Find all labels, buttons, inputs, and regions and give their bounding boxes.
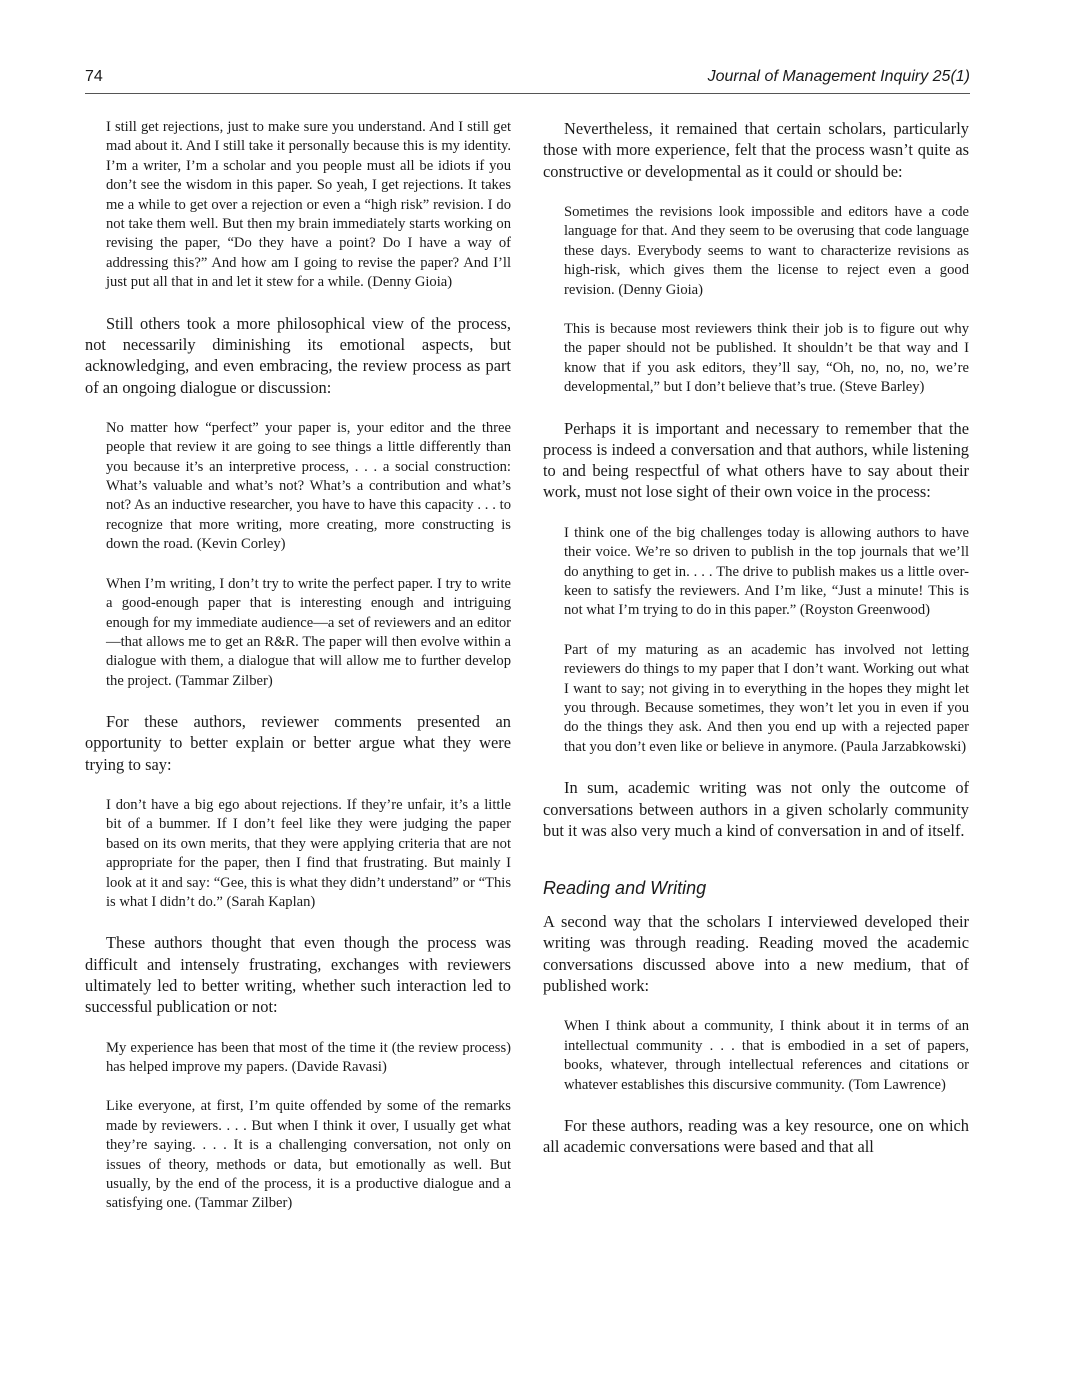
- block-quote: Sometimes the revisions look impossible and editors have a code language for that. And they seem to be overusing that code language these days. Everybody seems to want to characterize revisions as high-risk, which gives them the license to reject even a good revision. (Denny Gioia): [564, 203, 969, 298]
- block-quote: When I’m writing, I don’t try to write the perfect paper. I try to write a good-enough paper that is interesting enough and intriguing enough for my immediate audience—a set of reviewers and an editor—that allows me to get an R&R. The paper will then evolve within a dialogue with them, a dialogue that will allow me to further develop the project. (Tammar Zilber): [106, 575, 511, 689]
- page-number: 74: [85, 68, 103, 85]
- block-quote: I don’t have a big ego about rejections. If they’re unfair, it’s a little bit of a bummer. If I don’t feel like they were judging the paper based on its own merits, that they were applying criteria that are not appropriate for the paper, then I find that frustrating. But mainly I look at it and say: “Gee, this is what they didn’t understand” or “This is what I didn’t do.” (Sarah Kaplan): [106, 797, 511, 911]
- section-heading: Reading and Writing: [543, 878, 707, 899]
- body-paragraph: Nevertheless, it remained that certain scholars, particularly those with more experience, felt that the process wasn’t quite as constructive or developmental as it could or should be:: [543, 119, 969, 181]
- body-paragraph: For these authors, reviewer comments presented an opportunity to better explain or better argue what they were trying to say:: [85, 712, 511, 774]
- block-quote: This is because most reviewers think their job is to figure out why the paper should not be published. It shouldn’t be that way and I know that if you ask editors, they’ll say, “Oh, no, no, no, we’re developmental,” but I don’t believe that’s true. (Steve Barley): [564, 320, 969, 396]
- body-paragraph: Perhaps it is important and necessary to remember that the process is indeed a conversation and that authors, while listening to and being respectful of what others have to say about their work, must not lose sight of their own voice in the process:: [543, 418, 969, 502]
- right-column: [543, 118, 969, 1179]
- body-paragraph: In sum, academic writing was not only the outcome of conversations between authors in a given scholarly community but it was also very much a kind of conversation in and of itself.: [543, 778, 969, 840]
- body-paragraph: Still others took a more philosophical view of the process, not necessarily diminishing its emotional aspects, but acknowledging, and even embracing, the review process as part of an ongoing dialogue or discussion:: [85, 313, 511, 397]
- running-header: [85, 64, 970, 90]
- body-paragraph: These authors thought that even though the process was difficult and intensely frustrating, exchanges with reviewers ultimately led to better writing, whether such interaction led to successful publication or not:: [85, 933, 511, 1017]
- body-paragraph: For these authors, reading was a key resource, one on which all academic conversations were based and that all: [543, 1115, 969, 1157]
- body-paragraph: A second way that the scholars I interviewed developed their writing was through reading. Reading moved the academic conversations discussed above into a new medium, that of published work:: [543, 912, 969, 995]
- block-quote: My experience has been that most of the time it (the review process) has helped improve my papers. (Davide Ravasi): [106, 1039, 511, 1076]
- block-quote: When I think about a community, I think about it in terms of an intellectual community . . . that is embodied in a set of papers, books, whatever, through intellectual references and citations or whatever establishes this discursive community. (Tom Lawrence): [564, 1018, 969, 1093]
- header-rule: [85, 93, 970, 94]
- block-quote: Like everyone, at first, I’m quite offended by some of the remarks made by reviewers. . . . But when I think it over, I usually get what they’re saying. . . . It is a challenging conversation, not only on issues of theory, methods or data, but emotionally as well. But usually, by the end of the process, it is a productive dialogue and a satisfying one. (Tammar Zilber): [106, 1098, 511, 1212]
- journal-title: Journal of Management Inquiry 25(1): [707, 68, 970, 85]
- block-quote: I still get rejections, just to make sure you understand. And I still get mad about it. And I still take it personally because this is my identity. I’m a writer, I’m a scholar and you people must all be idiots if you don’t see the wisdom in this paper. So yeah, I get rejections. It takes me a while to get over a rejection or even a “high risk” revision. I do not take them well. But then my brain immediately starts working on revising the paper, “Do they have a point? Do I have a way of addressing this?” And how am I going to revise the paper? And I’ll just put all that in and let it stew for a while. (Denny Gioia): [106, 119, 511, 291]
- left-column: [85, 118, 511, 1234]
- block-quote: No matter how “perfect” your paper is, your editor and the three people that review it are going to see things a little differently than you because it’s an interpretive process, . . . a social construction: What’s valuable and what’s not? What’s a contribution and what’s not? As an inductive researcher, you have to have this capacity . . . to recognize that more writing, more creating, more constructing is down the road. (Kevin Corley): [106, 419, 511, 553]
- block-quote: Part of my maturing as an academic has involved not letting reviewers do things to my paper that I don’t want. Working out what I want to say; not giving in to everything in the hopes they might let you through. Because sometimes, they won’t let you in even if you do the things they ask. And then you end up with a rejected paper that you don’t even like or believe in anymore. (Paula Jarzabkowski): [564, 641, 969, 755]
- block-quote: I think one of the big challenges today is allowing authors to have their voice. We’re so driven to publish in the top journals that we’ll do anything to get in. . . . The drive to publish makes us a little over-keen to satisfy the reviewers. And I’m like, “Just a minute! This is not what I’m trying to do in this paper.” (Royston Greenwood): [564, 524, 969, 619]
